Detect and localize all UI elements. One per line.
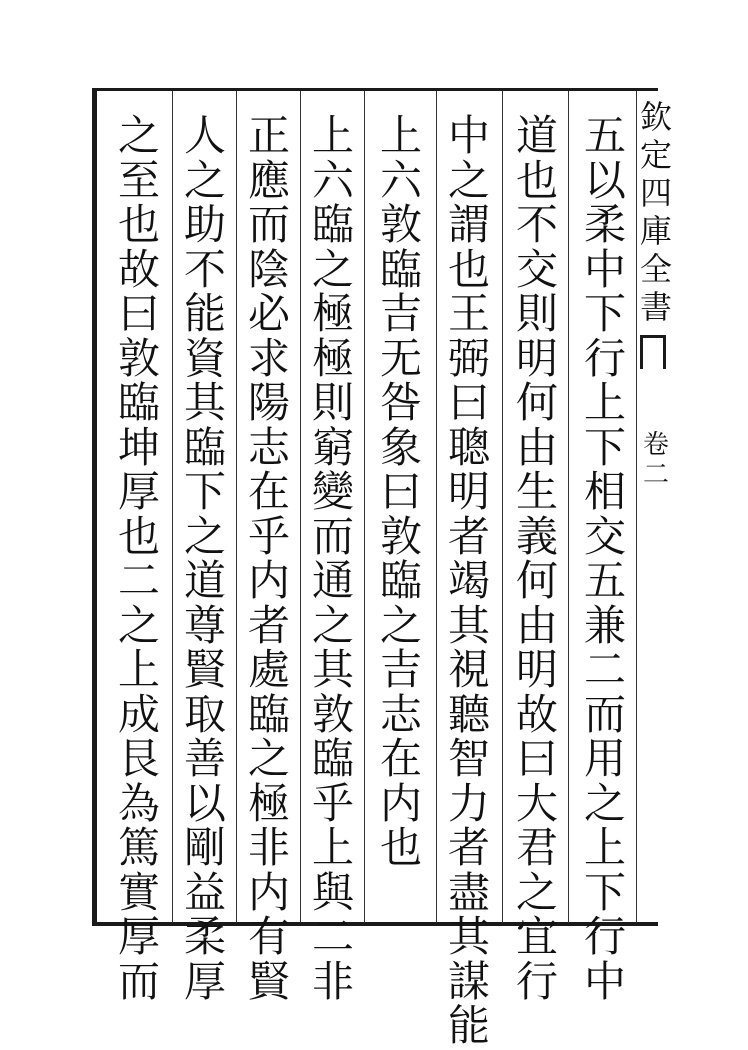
text-character: 而 bbox=[247, 200, 290, 249]
text-character: 為 bbox=[117, 778, 160, 828]
text-character: 上 bbox=[379, 111, 422, 160]
text-character: 臨 bbox=[379, 244, 422, 294]
text-character: 能 bbox=[447, 1001, 490, 1050]
text-character: 明 bbox=[515, 333, 558, 383]
text-character: 志 bbox=[379, 689, 422, 739]
text-character: 謂 bbox=[447, 200, 490, 249]
text-character: 内 bbox=[379, 778, 422, 828]
text-character: 盡 bbox=[447, 867, 490, 917]
volume-character: 二 bbox=[642, 460, 669, 490]
text-character: 之 bbox=[247, 734, 290, 783]
text-column-6 bbox=[242, 111, 296, 1006]
text-character: 義 bbox=[515, 511, 558, 561]
title-character: 全 bbox=[639, 250, 672, 288]
text-character: 處 bbox=[247, 645, 290, 694]
text-character: 其 bbox=[447, 912, 490, 961]
text-character: 其 bbox=[183, 378, 226, 427]
text-character: 故 bbox=[117, 244, 160, 294]
text-character: 人 bbox=[183, 111, 226, 160]
text-character: 故 bbox=[515, 689, 558, 739]
text-character: 吉 bbox=[379, 289, 422, 338]
text-character: 也 bbox=[117, 511, 160, 561]
text-character: 臨 bbox=[247, 689, 290, 739]
text-character: 至 bbox=[117, 155, 160, 205]
text-character: 之 bbox=[447, 155, 490, 205]
text-character: 必 bbox=[247, 289, 290, 338]
text-character: 以 bbox=[583, 155, 626, 205]
text-character: 敦 bbox=[379, 511, 422, 561]
column-rule bbox=[364, 91, 365, 923]
text-character: 生 bbox=[515, 467, 558, 516]
text-character: 正 bbox=[247, 111, 290, 160]
text-character: 柔 bbox=[183, 912, 226, 961]
text-character: 咎 bbox=[379, 378, 422, 427]
title-character: 庫 bbox=[639, 212, 672, 250]
text-character: 坤 bbox=[117, 422, 160, 472]
text-character: 助 bbox=[183, 200, 226, 249]
text-character: 則 bbox=[311, 378, 354, 427]
text-character: 力 bbox=[447, 778, 490, 828]
text-character: 内 bbox=[247, 867, 290, 917]
text-character: 中 bbox=[583, 244, 626, 294]
text-character: 善 bbox=[183, 734, 226, 783]
text-character: 行 bbox=[515, 956, 558, 1006]
text-character: 下 bbox=[183, 467, 226, 516]
text-character: 非 bbox=[247, 823, 290, 872]
text-character: 五 bbox=[583, 556, 626, 605]
text-character: 資 bbox=[183, 333, 226, 383]
text-character: 象 bbox=[379, 422, 422, 472]
text-character: 也 bbox=[447, 244, 490, 294]
text-character: 道 bbox=[515, 111, 558, 160]
text-character: 行 bbox=[583, 912, 626, 961]
text-character: 厚 bbox=[183, 956, 226, 1006]
text-character: 而 bbox=[117, 956, 160, 1006]
text-character: 而 bbox=[583, 689, 626, 739]
text-character: 者 bbox=[447, 511, 490, 561]
text-character: 大 bbox=[515, 778, 558, 828]
text-character: 成 bbox=[117, 689, 160, 739]
text-column-8 bbox=[112, 111, 166, 1006]
text-character: 而 bbox=[311, 511, 354, 561]
text-character: 臨 bbox=[117, 378, 160, 427]
text-character: 曰 bbox=[379, 467, 422, 516]
title-character: 書 bbox=[639, 288, 672, 326]
text-character: 宜 bbox=[515, 912, 558, 961]
text-character: 上 bbox=[583, 378, 626, 427]
text-character: 明 bbox=[447, 467, 490, 516]
text-character: 之 bbox=[183, 155, 226, 205]
text-character: 曰 bbox=[117, 289, 160, 338]
text-character: 臨 bbox=[183, 422, 226, 472]
text-character: 敦 bbox=[379, 200, 422, 249]
text-character: 尊 bbox=[183, 600, 226, 650]
text-character: 艮 bbox=[117, 734, 160, 783]
text-character: 敦 bbox=[117, 333, 160, 383]
text-character: 乎 bbox=[247, 511, 290, 561]
text-character: 者 bbox=[247, 600, 290, 650]
column-rule bbox=[300, 91, 301, 923]
text-character: 變 bbox=[311, 467, 354, 516]
text-character: 竭 bbox=[447, 556, 490, 605]
text-character: 智 bbox=[447, 734, 490, 783]
text-character: 无 bbox=[379, 333, 422, 383]
text-character: 臨 bbox=[311, 734, 354, 783]
text-character: 之 bbox=[379, 600, 422, 650]
text-character: 與 bbox=[311, 867, 354, 917]
text-column-3 bbox=[442, 111, 496, 1050]
column-rule bbox=[236, 91, 237, 923]
text-character: 有 bbox=[247, 912, 290, 961]
text-column-7 bbox=[178, 111, 232, 1006]
text-character: 弼 bbox=[447, 333, 490, 383]
text-character: 應 bbox=[247, 155, 290, 205]
text-character: 聰 bbox=[447, 422, 490, 472]
text-character: 行 bbox=[583, 333, 626, 383]
text-column-5 bbox=[306, 111, 360, 1006]
text-character: 厚 bbox=[117, 467, 160, 516]
text-column-2 bbox=[510, 111, 564, 1006]
text-character: 極 bbox=[311, 289, 354, 338]
text-character: 者 bbox=[447, 823, 490, 872]
text-character: 志 bbox=[247, 422, 290, 472]
text-character: 能 bbox=[183, 289, 226, 338]
text-character: 謀 bbox=[447, 956, 490, 1006]
text-character: 曰 bbox=[447, 378, 490, 427]
text-character: 上 bbox=[117, 645, 160, 694]
text-character: 賢 bbox=[183, 645, 226, 694]
text-character: 厚 bbox=[117, 912, 160, 961]
text-character: 聽 bbox=[447, 689, 490, 739]
text-character: 臨 bbox=[311, 200, 354, 249]
title-character: 欽 bbox=[639, 98, 672, 136]
text-character: 由 bbox=[515, 600, 558, 650]
text-character: 陰 bbox=[247, 244, 290, 294]
text-character: 上 bbox=[311, 823, 354, 872]
text-character: 陽 bbox=[247, 378, 290, 427]
text-character: 六 bbox=[311, 155, 354, 205]
text-character: 何 bbox=[515, 556, 558, 605]
text-character: 極 bbox=[311, 333, 354, 383]
text-character: 取 bbox=[183, 689, 226, 739]
text-character: 上 bbox=[311, 111, 354, 160]
text-character: 君 bbox=[515, 823, 558, 872]
text-character: 極 bbox=[247, 778, 290, 828]
column-rule bbox=[502, 91, 503, 923]
text-character: 五 bbox=[583, 111, 626, 160]
text-column-1 bbox=[578, 111, 632, 1006]
text-character: 非 bbox=[311, 956, 354, 1006]
volume-label bbox=[638, 430, 674, 490]
text-character: 剛 bbox=[183, 823, 226, 872]
text-character: 上 bbox=[583, 823, 626, 872]
text-character: 吉 bbox=[379, 645, 422, 694]
text-character: 篤 bbox=[117, 823, 160, 872]
title-character: 四 bbox=[639, 174, 672, 212]
text-character: 内 bbox=[247, 556, 290, 605]
text-character: 中 bbox=[583, 956, 626, 1006]
text-character: 通 bbox=[311, 556, 354, 605]
text-character: 敦 bbox=[311, 689, 354, 739]
text-character: 之 bbox=[117, 600, 160, 650]
text-character: 窮 bbox=[311, 422, 354, 472]
book-title bbox=[636, 98, 676, 326]
text-character: 實 bbox=[117, 867, 160, 917]
text-character: 下 bbox=[583, 867, 626, 917]
text-character: 益 bbox=[183, 867, 226, 917]
text-character: 王 bbox=[447, 289, 490, 338]
text-character: 不 bbox=[515, 200, 558, 249]
text-character: 之 bbox=[311, 600, 354, 650]
text-character: 曰 bbox=[515, 734, 558, 783]
text-character: 柔 bbox=[583, 200, 626, 249]
text-character: 以 bbox=[183, 778, 226, 828]
text-character: 下 bbox=[583, 422, 626, 472]
column-rule bbox=[436, 91, 437, 923]
text-character: 則 bbox=[515, 289, 558, 338]
text-column-4 bbox=[374, 111, 428, 926]
text-character: 不 bbox=[183, 244, 226, 294]
column-rule bbox=[172, 91, 173, 923]
text-character: 相 bbox=[583, 467, 626, 516]
text-character: 也 bbox=[515, 155, 558, 205]
fish-tail-mark bbox=[640, 335, 666, 369]
text-character: 視 bbox=[447, 645, 490, 694]
title-character: 定 bbox=[639, 136, 672, 174]
text-character: 中 bbox=[447, 111, 490, 160]
text-character: 之 bbox=[583, 778, 626, 828]
text-character: 其 bbox=[447, 600, 490, 650]
text-character: 用 bbox=[583, 734, 626, 783]
column-rule bbox=[568, 91, 569, 923]
text-character: 之 bbox=[515, 867, 558, 917]
text-character: 由 bbox=[515, 422, 558, 472]
text-character: 求 bbox=[247, 333, 290, 383]
text-character: 臨 bbox=[379, 556, 422, 605]
text-character: 何 bbox=[515, 378, 558, 427]
text-character: 交 bbox=[515, 244, 558, 294]
text-character: 兼 bbox=[583, 600, 626, 650]
text-character: 下 bbox=[583, 289, 626, 338]
volume-character: 卷 bbox=[642, 430, 669, 460]
text-character: 六 bbox=[379, 155, 422, 205]
text-character: 也 bbox=[379, 823, 422, 872]
text-character: 之 bbox=[183, 511, 226, 561]
text-character: 之 bbox=[311, 244, 354, 294]
text-character: 也 bbox=[117, 200, 160, 249]
text-character: 二 bbox=[583, 645, 626, 694]
text-character: 二 bbox=[311, 912, 354, 961]
text-character: 其 bbox=[311, 645, 354, 694]
text-character: 在 bbox=[247, 467, 290, 516]
text-character: 在 bbox=[379, 734, 422, 783]
text-character: 之 bbox=[117, 111, 160, 160]
text-character: 明 bbox=[515, 645, 558, 694]
text-character: 道 bbox=[183, 556, 226, 605]
text-character: 乎 bbox=[311, 778, 354, 828]
text-character: 交 bbox=[583, 511, 626, 561]
text-character: 賢 bbox=[247, 956, 290, 1006]
text-character: 二 bbox=[117, 556, 160, 605]
